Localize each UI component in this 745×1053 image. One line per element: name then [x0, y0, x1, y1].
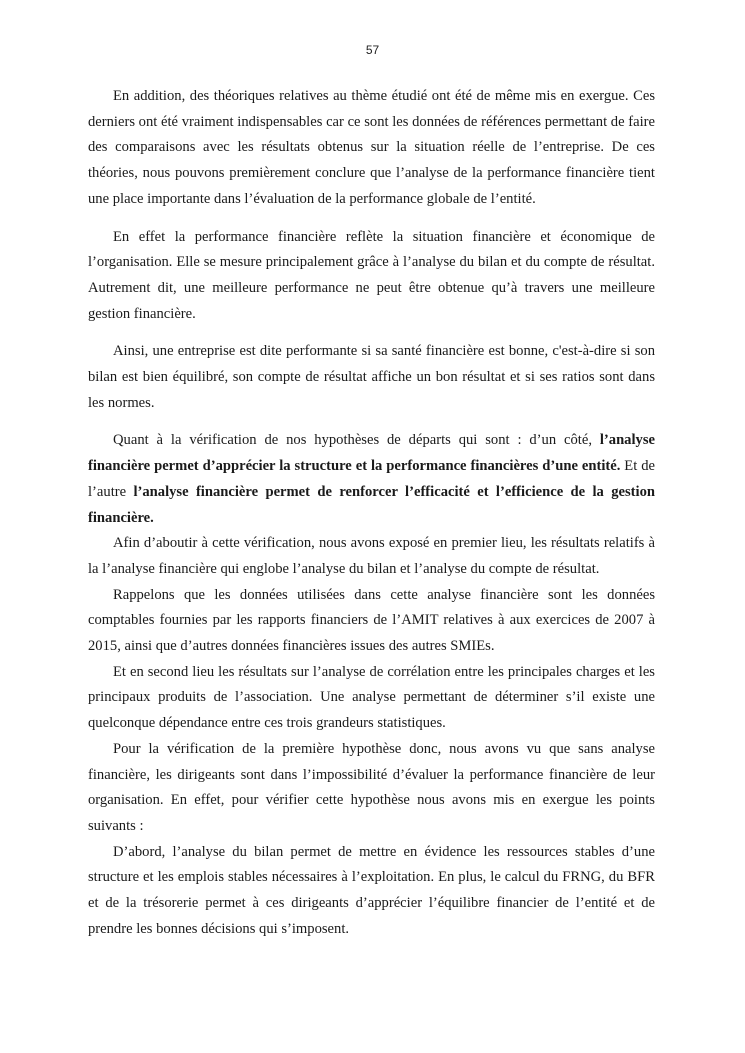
- hypothesis-one: l’analyse financière permet d’apprécier la structure et la performance financières d’une entité.: [88, 432, 655, 475]
- body-text: [88, 84, 655, 943]
- paragraph-bilan: D’abord, l’analyse du bilan permet de mettre en évidence les ressources stables d’une structure et les emplois stables nécessaires à l’exploitation. En plus, le calcul du FRNG, du BFR et de la trésorerie permet à ces dirigeants d’apprécier l’équilibre financier de l’entité et de prendre les bonnes décisions qui s’imposent.: [88, 843, 655, 937]
- paragraph-performance: En effet la performance financière reflète la situation financière et économique de l’organisation. Elle se mesure principalement grâce à l’analyse du bilan et du compte de résultat. Autrement dit, une meilleure performance ne peut être obtenue qu’à travers une meilleure gestion financière.: [88, 228, 655, 322]
- paragraph-correlation: Et en second lieu les résultats sur l’analyse de corrélation entre les principales charges et les principaux produits de l’association. Une analyse permettant de déterminer s’il existe une quelconque dépendance entre ces trois grandeurs statistiques.: [88, 663, 655, 732]
- paragraph-hypotheses: [88, 428, 655, 531]
- paragraph-premiere-hypothese: Pour la vérification de la première hypothèse donc, nous avons vu que sans analyse financière, les dirigeants sont dans l’impossibilité d’évaluer la performance financière de leur organisation. En effet, pour vérifier cette hypothèse nous avons mis en exergue les points suivants :: [88, 740, 655, 834]
- hypothesis-two: l’analyse financière permet de renforcer l’efficacité et l’efficience de la gestion financière.: [88, 483, 655, 526]
- paragraph-verification: Afin d’aboutir à cette vérification, nous avons exposé en premier lieu, les résultats relatifs à la l’analyse financière qui englobe l’analyse du bilan et l’analyse du compte de résultat.: [88, 535, 655, 577]
- paragraph-donnees: Rappelons que les données utilisées dans cette analyse financière sont les données comptables fournies par les rapports financiers de l’AMIT relatives à aux exercices de 2007 à 2015, ainsi que d’autres données financières issues des autres SMIEs.: [88, 586, 655, 655]
- hypotheses-connector: Et de l’autre: [88, 458, 655, 500]
- paragraph-performante: Ainsi, une entreprise est dite performante si sa santé financière est bonne, c'est-à-dire si son bilan est bien équilibré, son compte de résultat affiche un bon résultat et si ses ratios sont dans les normes.: [88, 343, 655, 411]
- paragraph-theories: En addition, des théoriques relatives au thème étudié ont été de même mis en exergue. Ces derniers ont été vraiment indispensables car ce sont les données de références permettant de faire des comparaisons avec les résultats obtenus sur la situation réelle de l’entreprise. De ces théories, nous pouvons premièrement conclure que l’analyse de la performance financière tient une place importante dans l’évaluation de la performance globale de l’entité.: [88, 88, 655, 207]
- hypotheses-intro: Quant à la vérification de nos hypothèses de départs qui sont : d’un côté,: [113, 432, 600, 449]
- page-number: 57: [365, 43, 380, 57]
